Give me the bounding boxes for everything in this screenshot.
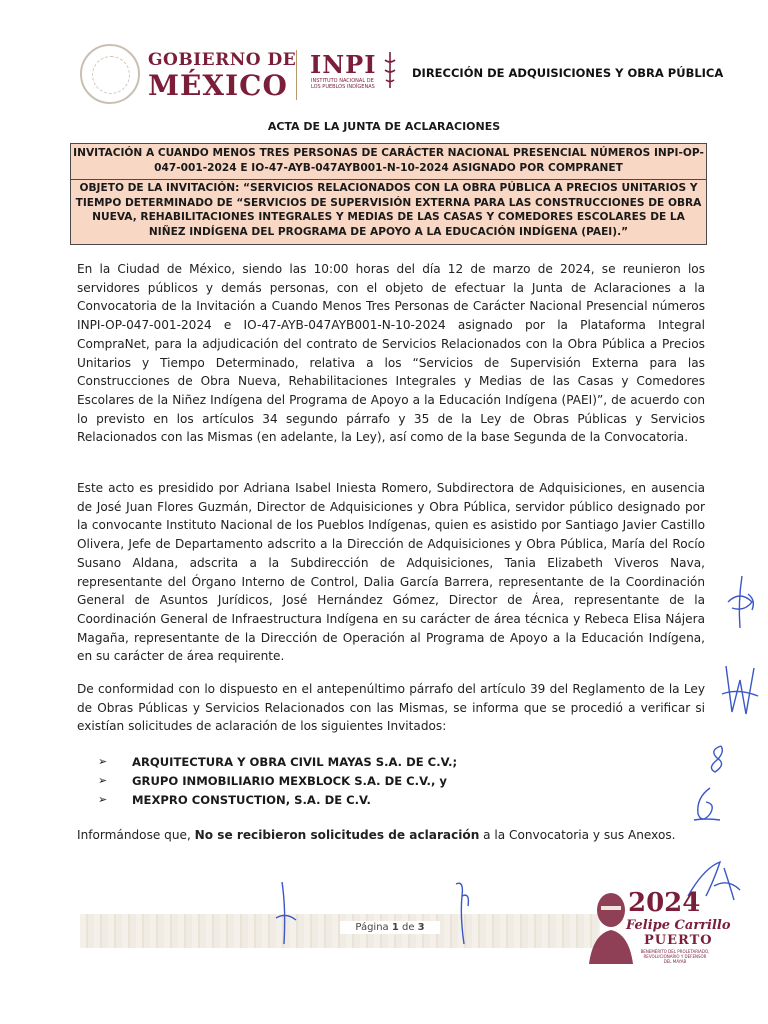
- conclusion-text-bold: No se recibieron solicitudes de aclaración: [194, 828, 480, 842]
- list-item: [98, 752, 457, 771]
- page-of: de: [398, 922, 418, 933]
- list-item: [98, 790, 457, 809]
- inpi-logo: INPI: [310, 50, 377, 79]
- header-divider: [296, 50, 297, 100]
- arrow-bullet-icon: ➢: [98, 755, 108, 768]
- inpi-emblem-icon: [382, 50, 398, 90]
- footer-signature-1: [272, 878, 302, 948]
- paragraph-attendees: Este acto es presidido por Adriana Isabel Iniesta Romero, Subdirectora de Adquisiciones, en ausencia de José Juan Flores Guzmán, Director de Adquisiciones y Obra Pública, servidor público designado por la convocante Instituto Nacional de los Pueblos Indígenas, quien es asistido por Santiago Javier Castillo Olivera, Jefe de Departamento adscrito a la Dirección de Adquisiciones y Obra Pública, María del Rocío Susano Aldana, adscrita a la Subdirección de Adquisiciones, Tania Elizabeth Viveros Nava, representante del Órgano Interno de Control, Dalia García Barrera, representante de la Coordinación General de Asuntos Jurídicos, José Hernández Gómez, Director de Área, representante de la Coordinación General de Infraestructura Indígena en su carácter de área técnica y Rebeca Elisa Nájera Magaña, representante de la Dirección de Operación al Programa de Apoyo a la Educación Indígena, en su carácter de área requirente.: [77, 481, 705, 664]
- page-header: [80, 44, 724, 108]
- document-title: ACTA DE LA JUNTA DE ACLARACIONES: [267, 120, 501, 133]
- gobierno-logo-line1: GOBIERNO DE: [148, 50, 297, 70]
- conclusion-text-post: a la Convocatoria y sus Anexos.: [479, 828, 676, 842]
- page-label: Página: [355, 922, 392, 933]
- commemorative-subtitle: BENEMÉRITO DEL PROLETARIADO, REVOLUCIONARIO Y DEFENSOR DEL MAYAB: [640, 949, 710, 964]
- footer-signature-2: [448, 876, 478, 948]
- paragraph-conclusion: [77, 826, 705, 845]
- paragraph-verification: De conformidad con lo dispuesto en el antepenúltimo párrafo del artículo 39 del Reglamento de la Ley de Obras Públicas y Servicios Relacionados con las Mismas, se informa que se procedió a verificar si existían solicitudes de aclaración de los siguientes Invitados:: [77, 682, 705, 734]
- invitee-name: MEXPRO CONSTUCTION, S.A. DE C.V.: [132, 792, 371, 807]
- margin-initial-signature-3: [703, 742, 733, 778]
- invitee-name: ARQUITECTURA Y OBRA CIVIL MAYAS S.A. DE C.V.;: [132, 754, 458, 769]
- list-item: [98, 771, 457, 790]
- inpi-logo-subtitle: INSTITUTO NACIONAL DE LOS PUEBLOS INDÍGENAS: [311, 78, 375, 90]
- invitee-name: GRUPO INMOBILIARIO MEXBLOCK S.A. DE C.V., y: [132, 773, 447, 788]
- department-name: DIRECCIÓN DE ADQUISICIONES Y OBRA PÚBLICA: [412, 66, 724, 80]
- commemorative-year: 2024: [628, 888, 701, 918]
- page-number: [340, 921, 440, 934]
- commemorative-place: PUERTO: [644, 933, 713, 948]
- page-total: 3: [417, 922, 425, 933]
- paragraph-opening: En la Ciudad de México, siendo las 10:00 horas del día 12 de marzo de 2024, se reunieron los servidores públicos y demás personas, con el objeto de efectuar la Junta de Aclaraciones a la Convocatoria de la Invitación a Cuando Menos Tres Personas de Carácter Nacional Presencial números INPI-OP-047-001-2024 e IO-47-AYB-047AYB001-N-10-2024 asignado por la Plataforma Integral CompraNet, para la adjudicación del contrato de Servicios Relacionados con la Obra Pública a Precios Unitarios y Tiempo Determinado, relativa a los “Servicios de Supervisión Externa para las Construcciones de Obra Nueva, Rehabilitaciones Integrales y Medias de las Casas y Comedores Escolares de la Niñez Indígena del Programa de Apoyo a la Educación Indígena (PAEI)”, de acuerdo con lo previsto en los artículos 34 segundo párrafo y 35 de la Ley de Obras Públicas y Servicios Relacionados con las Mismas (en adelante, la Ley), así como de la base Segunda de la Convocatoria.: [77, 262, 705, 445]
- national-seal-icon: [80, 44, 140, 104]
- margin-initial-signature-2: [718, 660, 762, 720]
- conclusion-text-pre: Informándose que,: [77, 828, 195, 842]
- commemorative-name: Felipe Carrillo: [626, 918, 731, 933]
- arrow-bullet-icon: ➢: [98, 793, 108, 806]
- invitees-list: [98, 752, 457, 809]
- page-current: 1: [391, 922, 399, 933]
- margin-initial-signature-4: [688, 784, 724, 826]
- invitation-box: INVITACIÓN A CUANDO MENOS TRES PERSONAS DE CARÁCTER NACIONAL PRESENCIAL NÚMEROS INPI-OP-047-001-2024 E IO-47-AYB-047AYB001-N-10-2024 ASIGNADO POR COMPRANET: [70, 143, 707, 180]
- object-box: OBJETO DE LA INVITACIÓN: “SERVICIOS RELACIONADOS CON LA OBRA PÚBLICA A PRECIOS UNITARIOS Y TIEMPO DETERMINADO DE “SERVICIOS DE SUPERVISIÓN EXTERNA PARA LAS CONSTRUCCIONES DE OBRA NUEVA, REHABILITACIONES INTEGRALES Y MEDIAS DE LAS CASAS Y COMEDORES ESCOLARES DE LA NIÑEZ INDÍGENA DEL PROGRAMA DE APOYO A LA EDUCACIÓN INDÍGENA (PAEI).”: [70, 179, 707, 245]
- arrow-bullet-icon: ➢: [98, 774, 108, 787]
- gobierno-logo-line2: MÉXICO: [148, 69, 288, 102]
- margin-initial-signature-1: [722, 572, 762, 632]
